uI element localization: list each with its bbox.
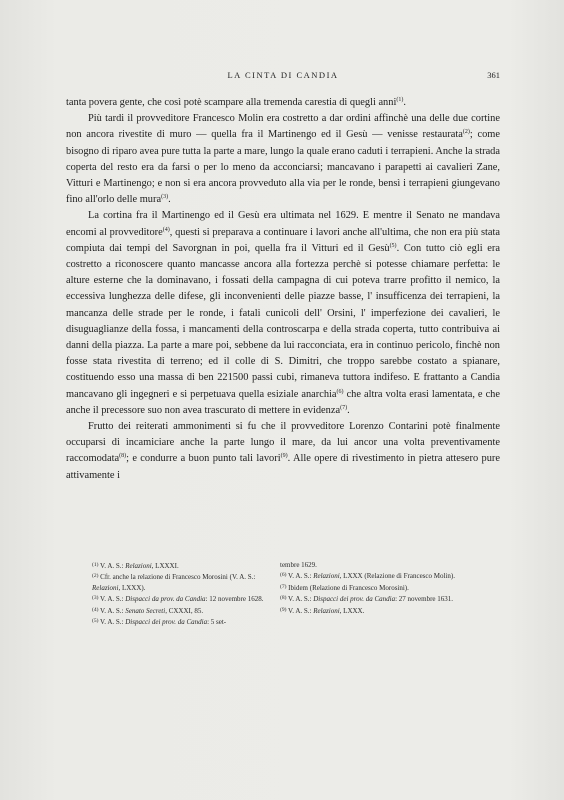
footnote-ref[interactable]: (5) bbox=[389, 242, 397, 249]
footnote-5-continuation: tembre 1629. bbox=[280, 561, 317, 569]
footnote-ref[interactable]: (1) bbox=[396, 97, 404, 103]
footnote-ref[interactable]: (6) bbox=[336, 388, 344, 395]
paragraph-4: Frutto dei reiterati ammonimenti si fu che il provveditore Lorenzo Contarini potè finalmente occuparsi di incamiciare anche la parte lungo il mare, da lui ancor una volta preventivamente raccomodata$^{(8)}$; e condurre a buon punto tali lavori$^{(9)}$. Alle opere di rivestimento in pietra attesero pure attivamente i bbox=[66, 421, 500, 481]
paragraph-3: La cortina fra il Martinengo ed il Gesù era ultimata nel 1629. E mentre il Senato ne mandava encomi al provveditore$^{(4)}$, questi si preparava a continuare i lavori anche all'ultima, che non era più stata compiuta dai tempi del Savorgnan in poi, quella fra il Vitturi ed il Gesù$^{(5)}$. Con tutto ciò egli era costretto a riconoscere quanto mancasse ancora alla fortezza perchè si potesse chiamare perfetta: le alture esterne che la dominavano, i fossati della campagna di cui poteva trarre profitto il nemico, la eccessiva lunghezza delle difese, gli inconvenienti delle piazze basse, l' insufficenza dei terrapieni, la mancanza delle strade per le ronde, i fatali cunicoli dell' Orsini, l' imperfezione dei cavalieri, le disuguaglianze della fossa, i mancamenti della controscarpa e della strada coperta, tutto contribuiva ai danni della piazza. La parte a mare poi, sebbene da lui racconciata, era in continuo pericolo, finchè non fosse stata rivestita di terreno; ed il colle di S. Dimitri, che troppo sarebbe costato a spianare, costituendo esso una massa di ben 221500 passi cubi, rimaneva tuttora indifeso. E frattanto a Candia mancavano gli ingegneri e si perpetuava quella esiziale anarchia$^{(6)}$ che altra volta erasi lamentata, e che anche il precessore suo non avea trascurato di mettere in evidenza$^{(7)}$. bbox=[66, 210, 500, 416]
footnotes-left-column bbox=[92, 560, 270, 627]
footnotes-right-column bbox=[280, 560, 458, 627]
footnote-6: $^{(6)}$ V. A. S.: Relazioni, LXXX (Relazione di Francesco Molin). bbox=[280, 572, 455, 581]
footnotes bbox=[92, 560, 460, 627]
footnote-7: $^{(7)}$ Ibidem (Relazione di Francesco Morosini). bbox=[280, 583, 409, 592]
footnote-ref[interactable]: (4) bbox=[162, 226, 170, 233]
running-title: LA CINTA DI CANDIA bbox=[227, 70, 339, 80]
footnote-1: $^{(1)}$ V. A. S.: Relazioni, LXXXI. bbox=[92, 562, 179, 570]
footnote-ref[interactable]: (3) bbox=[161, 194, 169, 201]
footnote-ref[interactable]: (8) bbox=[119, 453, 127, 460]
footnote-ref[interactable]: (2) bbox=[462, 129, 470, 136]
body-text bbox=[66, 95, 500, 484]
footnote-ref[interactable]: (7) bbox=[340, 404, 348, 411]
page-header bbox=[66, 70, 500, 84]
paragraph-2: Più tardi il provveditore Francesco Molin era costretto a dar ordini affinchè una delle due cortine non ancora rivestite di muro — quella fra il Martinengo ed il Gesù — venisse restaurata$^{(2)}$; come bisogno di riparo avea pure tutta la parte a mare, lungo la quale erano caduti i terrapieni. Anche la strada coperta del resto era da farsi o per lo meno da acconciarsi; mancavano i parapetti ai cavalieri Zane, Vitturi e Martinengo; e non si era ancora provveduto alla via per le ronde, bensì i terrapieni giungevano fino all'orlo delle mura$^{(3)}$. bbox=[66, 113, 500, 206]
footnote-9: $^{(9)}$ V. A. S.: Relazioni, LXXX. bbox=[280, 606, 365, 615]
footnote-3: $^{(3)}$ V. A. S.: Dispacci da prov. da Candia: 12 novembre 1628. bbox=[92, 595, 264, 604]
footnote-5: $^{(5)}$ V. A. S.: Dispacci dei prov. da Candia: 5 set- bbox=[92, 618, 227, 627]
footnote-4: $^{(4)}$ V. A. S.: Senato Secreti, CXXXI, 85. bbox=[92, 606, 204, 615]
paragraph-1: tanta povera gente, che così potè scampare alla tremenda carestia di quegli anni$^{(1)}$. bbox=[66, 97, 406, 108]
footnote-ref[interactable]: (9) bbox=[280, 453, 288, 460]
page-number: 361 bbox=[487, 70, 500, 80]
footnote-2: $^{(2)}$ Cfr. anche la relazione di Francesco Morosini (V. A. S.: Relazioni, LXXX). bbox=[92, 573, 256, 592]
footnote-8: $^{(8)}$ V. A. S.: Dispacci dei prov. da Candia: 27 novembre 1631. bbox=[280, 595, 454, 604]
